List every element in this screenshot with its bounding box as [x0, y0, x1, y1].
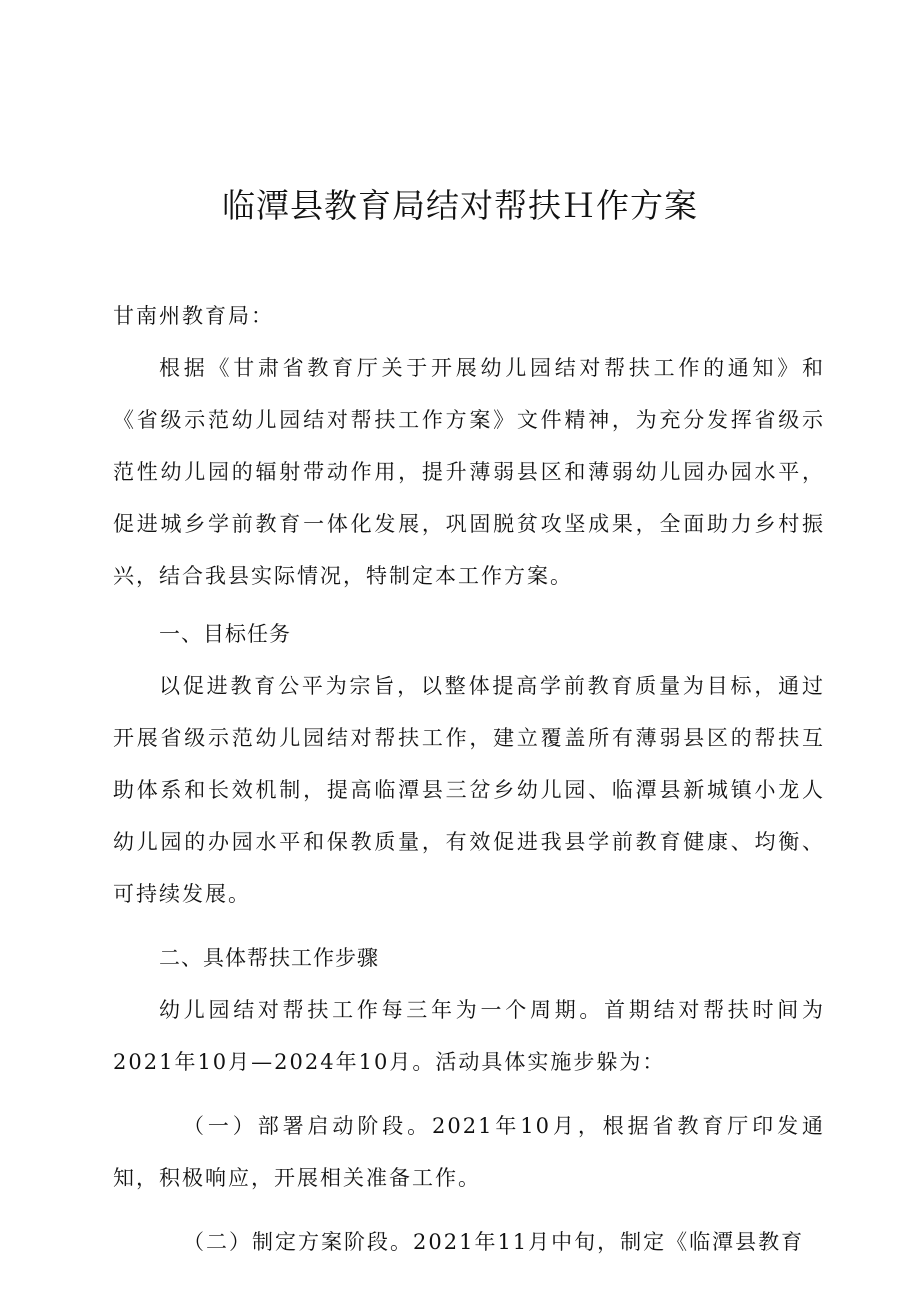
- section-heading-steps: 二、具体帮扶工作步骤: [159, 946, 379, 970]
- steps-intro-paragraph: 幼儿园结对帮扶工作每三年为一个周期。首期结对帮扶时间为2021年10月—2024年10月。活动具体实施步躲为：: [113, 998, 825, 1074]
- step-1-paragraph: （一）部署启动阶段。2021年10月，根据省教育厅印发通知，积极响应，开展相关准备工作。: [113, 1114, 825, 1190]
- document-title: 临潭县教育局结对帮扶Ｈ作方案: [222, 186, 698, 225]
- salutation: 甘南州教育局：: [113, 304, 274, 328]
- step-2-paragraph: （二）制定方案阶段。2021年11月中旬，制定《临潭县教育: [183, 1230, 805, 1254]
- section-heading-goals: 一、目标任务: [159, 622, 291, 646]
- document-body: [113, 290, 825, 1268]
- goals-paragraph: 以促进教育公平为宗旨，以整体提高学前教育质量为目标，通过开展省级示范幼儿园结对帮扶工作，建立覆盖所有薄弱县区的帮扶互助体系和长效机制，提高临潭县三岔乡幼儿园、临潭县新城镇小龙人幼儿园的办园水平和保教质量，有效促进我县学前教育健康、均衡、可持续发展。: [113, 674, 825, 906]
- intro-paragraph: 根据《甘肃省教育厅关于开展幼儿园结对帮扶工作的通知》和《省级示范幼儿园结对帮扶工作方案》文件精神，为充分发挥省级示范性幼儿园的辐射带动作用，提升薄弱县区和薄弱幼儿园办园水平，促进城乡学前教育一体化发展，巩固脱贫攻坚成果，全面助力乡村振兴，结合我县实际情况，特制定本工作方案。: [113, 356, 825, 588]
